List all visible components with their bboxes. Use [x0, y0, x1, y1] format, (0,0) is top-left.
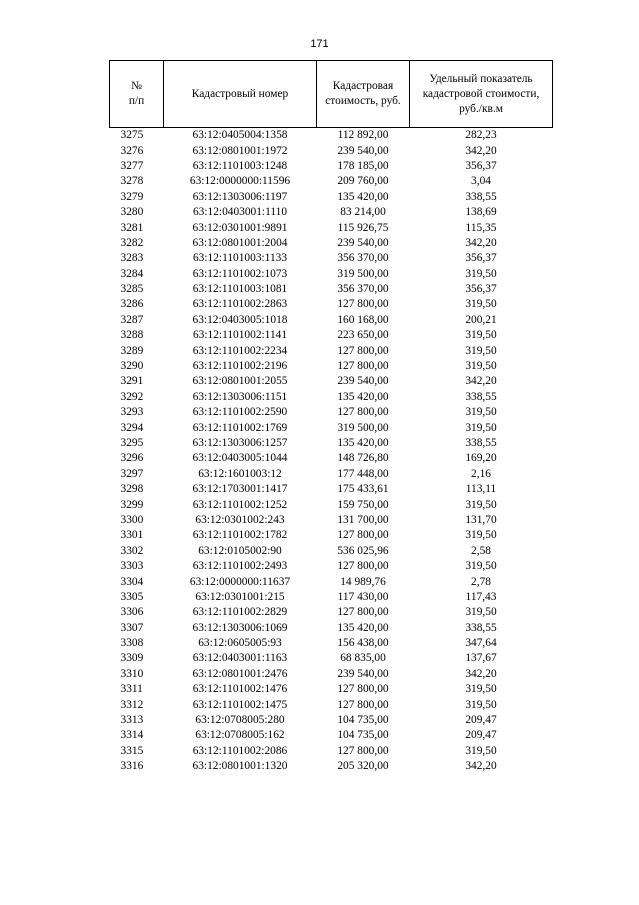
cadastral-value: 135 420,00	[337, 190, 389, 203]
cadastral-number: 63:12:0403001:1110	[192, 206, 288, 219]
cadastral-value: 104 735,00	[337, 714, 389, 727]
cadastral-value: 127 800,00	[337, 406, 389, 419]
specific-indicator: 113,11	[465, 483, 497, 496]
specific-indicator: 2,58	[471, 544, 491, 557]
cadastral-value: 135 420,00	[337, 390, 389, 403]
specific-indicator: 319,50	[465, 267, 497, 280]
table-row	[110, 236, 553, 251]
cadastral-number: 63:12:1101002:2493	[192, 560, 288, 573]
table-row	[110, 174, 553, 189]
specific-indicator: 319,50	[465, 406, 497, 419]
cadastral-number: 63:12:1101002:2234	[192, 344, 288, 357]
cadastral-number: 63:12:1703001:1417	[192, 483, 288, 496]
row-number: 3286	[120, 298, 144, 311]
specific-indicator: 2,78	[471, 575, 491, 588]
cadastral-value: 14 989,76	[340, 575, 386, 588]
table-row	[110, 744, 553, 759]
table-header	[110, 61, 553, 128]
cadastral-number: 63:12:0105002:90	[198, 544, 282, 557]
table-row	[110, 436, 553, 451]
cadastral-number: 63:12:1101002:1769	[192, 421, 288, 434]
cadastral-value: 127 800,00	[337, 360, 389, 373]
row-number: 3303	[120, 560, 144, 573]
row-number: 3295	[120, 437, 144, 449]
specific-indicator: 169,20	[465, 452, 497, 465]
cadastral-table	[109, 60, 553, 774]
specific-indicator: 356,37	[465, 252, 497, 265]
row-number: 3311	[120, 683, 143, 696]
specific-indicator: 138,69	[465, 206, 497, 219]
cadastral-value: 104 735,00	[337, 729, 389, 742]
cadastral-value: 131 700,00	[337, 513, 389, 526]
cadastral-number: 63:12:0801001:1972	[192, 144, 288, 157]
cadastral-number: 63:12:1101003:1133	[192, 252, 288, 265]
cadastral-number: 63:12:1601003:12	[198, 467, 282, 480]
table-row	[110, 297, 553, 312]
header-specific-indicator: Удельный показатель кадастровой стоимости, руб./кв.м	[410, 61, 553, 128]
table-row	[110, 667, 553, 682]
header-cadastral-number: Кадастровый номер	[164, 61, 317, 128]
cadastral-number: 63:12:0000000:11596	[189, 175, 291, 188]
table-row	[110, 482, 553, 497]
cadastral-value: 175 433,61	[337, 483, 389, 496]
row-number: 3280	[120, 206, 144, 219]
cadastral-value: 209 760,00	[337, 175, 389, 188]
cadastral-value: 319 500,00	[337, 421, 389, 434]
cadastral-number: 63:12:1101002:1252	[192, 498, 288, 511]
cadastral-number: 63:12:0801001:2004	[192, 236, 288, 249]
row-number: 3277	[120, 159, 144, 172]
row-number: 3297	[120, 467, 144, 480]
specific-indicator: 338,55	[465, 390, 497, 403]
cadastral-number: 63:12:0301001:215	[195, 590, 285, 603]
table-row	[110, 621, 553, 636]
specific-indicator: 282,23	[465, 129, 497, 142]
table-row	[110, 282, 553, 297]
specific-indicator: 342,20	[465, 760, 497, 773]
cadastral-number: 63:12:0801001:2055	[192, 375, 288, 388]
specific-indicator: 200,21	[465, 313, 497, 326]
row-number: 3309	[120, 652, 144, 665]
row-number: 3291	[120, 375, 144, 388]
cadastral-value: 148 726,80	[337, 452, 389, 465]
table-row	[110, 513, 553, 528]
table-row	[110, 497, 553, 512]
row-number: 3283	[120, 252, 144, 265]
cadastral-value: 83 214,00	[340, 206, 386, 219]
cadastral-value: 127 800,00	[337, 529, 389, 542]
table-row	[110, 759, 553, 774]
cadastral-number: 63:12:1101002:2863	[192, 298, 288, 311]
row-number: 3310	[120, 667, 144, 680]
table-row	[110, 159, 553, 174]
row-number: 3279	[120, 190, 144, 203]
cadastral-value: 239 540,00	[337, 144, 389, 157]
row-number: 3298	[120, 483, 144, 496]
row-number: 3294	[120, 421, 144, 434]
cadastral-number: 63:12:1101002:2086	[192, 744, 288, 757]
specific-indicator: 319,50	[465, 329, 497, 342]
table-row	[110, 143, 553, 158]
table-row	[110, 467, 553, 482]
cadastral-number: 63:12:1303006:1069	[192, 621, 288, 634]
table-row	[110, 605, 553, 620]
cadastral-value: 239 540,00	[337, 375, 389, 388]
table-row	[110, 374, 553, 389]
cadastral-value: 68 835,00	[340, 652, 386, 665]
specific-indicator: 338,55	[465, 190, 497, 203]
table-row	[110, 205, 553, 220]
row-number: 3307	[120, 621, 144, 634]
cadastral-value: 127 800,00	[337, 683, 389, 696]
specific-indicator: 319,50	[465, 498, 497, 511]
cadastral-value: 117 430,00	[337, 590, 389, 603]
table-row	[110, 128, 553, 144]
cadastral-value: 159 750,00	[337, 498, 389, 511]
cadastral-number: 63:12:1101002:1475	[192, 698, 288, 711]
specific-indicator: 131,70	[465, 513, 497, 526]
table-row	[110, 343, 553, 358]
specific-indicator: 319,50	[465, 421, 497, 434]
row-number: 3305	[120, 590, 144, 603]
row-number: 3282	[120, 236, 144, 249]
cadastral-number: 63:12:0801001:1320	[192, 760, 288, 773]
row-number: 3302	[120, 544, 144, 557]
table-row	[110, 328, 553, 343]
cadastral-value: 223 650,00	[337, 329, 389, 342]
table-row	[110, 713, 553, 728]
cadastral-value: 536 025,96	[337, 544, 389, 557]
specific-indicator: 319,50	[465, 698, 497, 711]
table-row	[110, 651, 553, 666]
specific-indicator: 319,50	[465, 298, 497, 311]
table-row	[110, 313, 553, 328]
specific-indicator: 115,35	[465, 221, 497, 234]
row-number: 3314	[120, 729, 144, 742]
cadastral-value: 156 438,00	[337, 637, 389, 650]
row-number: 3308	[120, 637, 144, 650]
cadastral-number: 63:12:1101002:1782	[192, 529, 288, 542]
cadastral-value: 135 420,00	[337, 621, 389, 634]
cadastral-value: 115 926,75	[337, 221, 389, 234]
row-number: 3299	[120, 498, 144, 511]
header-no: № п/п	[110, 61, 164, 128]
table-row	[110, 220, 553, 235]
table-row	[110, 574, 553, 589]
cadastral-value: 178 185,00	[337, 159, 389, 172]
specific-indicator: 338,55	[465, 621, 497, 634]
cadastral-value: 112 892,00	[337, 129, 389, 142]
cadastral-number: 63:12:0403001:1163	[192, 652, 288, 665]
row-number: 3281	[120, 221, 144, 234]
specific-indicator: 338,55	[465, 437, 497, 449]
cadastral-number: 63:12:1101002:2196	[192, 360, 288, 373]
cadastral-value: 135 420,00	[337, 437, 389, 449]
cadastral-number: 63:12:0301002:243	[195, 513, 285, 526]
table-row	[110, 451, 553, 466]
table-row	[110, 682, 553, 697]
table-body	[110, 128, 553, 775]
specific-indicator: 356,37	[465, 283, 497, 296]
specific-indicator: 356,37	[465, 159, 497, 172]
cadastral-number: 63:12:1101002:2590	[192, 406, 288, 419]
specific-indicator: 319,50	[465, 344, 497, 357]
row-number: 3296	[120, 452, 144, 465]
specific-indicator: 347,64	[465, 637, 497, 650]
cadastral-value: 319 500,00	[337, 267, 389, 280]
cadastral-number: 63:12:1303006:1257	[192, 437, 288, 449]
table-row	[110, 390, 553, 405]
cadastral-number: 63:12:1303006:1197	[192, 190, 288, 203]
row-number: 3288	[120, 329, 144, 342]
table-row	[110, 559, 553, 574]
cadastral-value: 239 540,00	[337, 236, 389, 249]
table-row	[110, 405, 553, 420]
row-number: 3313	[120, 714, 144, 727]
cadastral-number: 63:12:0403005:1044	[192, 452, 288, 465]
table-row	[110, 190, 553, 205]
cadastral-value: 127 800,00	[337, 560, 389, 573]
specific-indicator: 319,50	[465, 560, 497, 573]
cadastral-number: 63:12:0708005:162	[195, 729, 285, 742]
row-number: 3287	[120, 313, 144, 326]
specific-indicator: 342,20	[465, 667, 497, 680]
specific-indicator: 342,20	[465, 236, 497, 249]
cadastral-number: 63:12:1101002:1073	[192, 267, 288, 280]
cadastral-value: 205 320,00	[337, 760, 389, 773]
table-row	[110, 728, 553, 743]
table-row	[110, 544, 553, 559]
cadastral-value: 356 370,00	[337, 252, 389, 265]
table-row	[110, 267, 553, 282]
cadastral-value: 127 800,00	[337, 698, 389, 711]
cadastral-value: 356 370,00	[337, 283, 389, 296]
specific-indicator: 209,47	[465, 714, 497, 727]
specific-indicator: 319,50	[465, 606, 497, 619]
header-cadastral-value: Кадастровая стоимость, руб.	[317, 61, 410, 128]
row-number: 3284	[120, 267, 144, 280]
cadastral-number: 63:12:0405004:1358	[192, 129, 288, 142]
specific-indicator: 209,47	[465, 729, 497, 742]
table-row	[110, 528, 553, 543]
specific-indicator: 319,50	[465, 683, 497, 696]
cadastral-value: 127 800,00	[337, 344, 389, 357]
specific-indicator: 117,43	[465, 590, 497, 603]
row-number: 3316	[120, 760, 144, 773]
cadastral-number: 63:12:0801001:2476	[192, 667, 288, 680]
row-number: 3285	[120, 283, 144, 296]
cadastral-number: 63:12:1101002:1141	[192, 329, 288, 342]
row-number: 3275	[120, 129, 144, 142]
cadastral-value: 239 540,00	[337, 667, 389, 680]
cadastral-number: 63:12:0000000:11637	[189, 575, 291, 588]
row-number: 3289	[120, 344, 144, 357]
cadastral-number: 63:12:1303006:1151	[192, 390, 288, 403]
row-number: 3276	[120, 144, 144, 157]
cadastral-number: 63:12:1101003:1081	[192, 283, 288, 296]
cadastral-number: 63:12:0301001:9891	[192, 221, 288, 234]
cadastral-number: 63:12:0708005:280	[195, 714, 285, 727]
table-row	[110, 359, 553, 374]
cadastral-value: 160 168,00	[337, 313, 389, 326]
row-number: 3315	[120, 744, 144, 757]
table-row	[110, 420, 553, 435]
specific-indicator: 2,16	[471, 467, 491, 480]
specific-indicator: 3,04	[471, 175, 491, 188]
cadastral-number: 63:12:0403005:1018	[192, 313, 288, 326]
cadastral-number: 63:12:1101002:2829	[192, 606, 288, 619]
cadastral-number: 63:12:1101003:1248	[192, 159, 288, 172]
row-number: 3312	[120, 698, 144, 711]
specific-indicator: 319,50	[465, 360, 497, 373]
cadastral-number: 63:12:1101002:1476	[192, 683, 288, 696]
row-number: 3278	[120, 175, 144, 188]
cadastral-value: 127 800,00	[337, 744, 389, 757]
row-number: 3300	[120, 513, 144, 526]
row-number: 3306	[120, 606, 144, 619]
page-number: 171	[310, 38, 329, 50]
specific-indicator: 137,67	[465, 652, 497, 665]
cadastral-value: 177 448,00	[337, 467, 389, 480]
table-row	[110, 636, 553, 651]
row-number: 3290	[120, 360, 144, 373]
table-row	[110, 251, 553, 266]
table-row	[110, 590, 553, 605]
specific-indicator: 319,50	[465, 744, 497, 757]
row-number: 3304	[120, 575, 144, 588]
table-row	[110, 697, 553, 712]
specific-indicator: 342,20	[465, 375, 497, 388]
row-number: 3293	[120, 406, 144, 419]
row-number: 3292	[120, 390, 144, 403]
specific-indicator: 342,20	[465, 144, 497, 157]
cadastral-value: 127 800,00	[337, 606, 389, 619]
cadastral-value: 127 800,00	[337, 298, 389, 311]
cadastral-number: 63:12:0605005:93	[198, 637, 282, 650]
specific-indicator: 319,50	[465, 529, 497, 542]
row-number: 3301	[120, 529, 144, 542]
